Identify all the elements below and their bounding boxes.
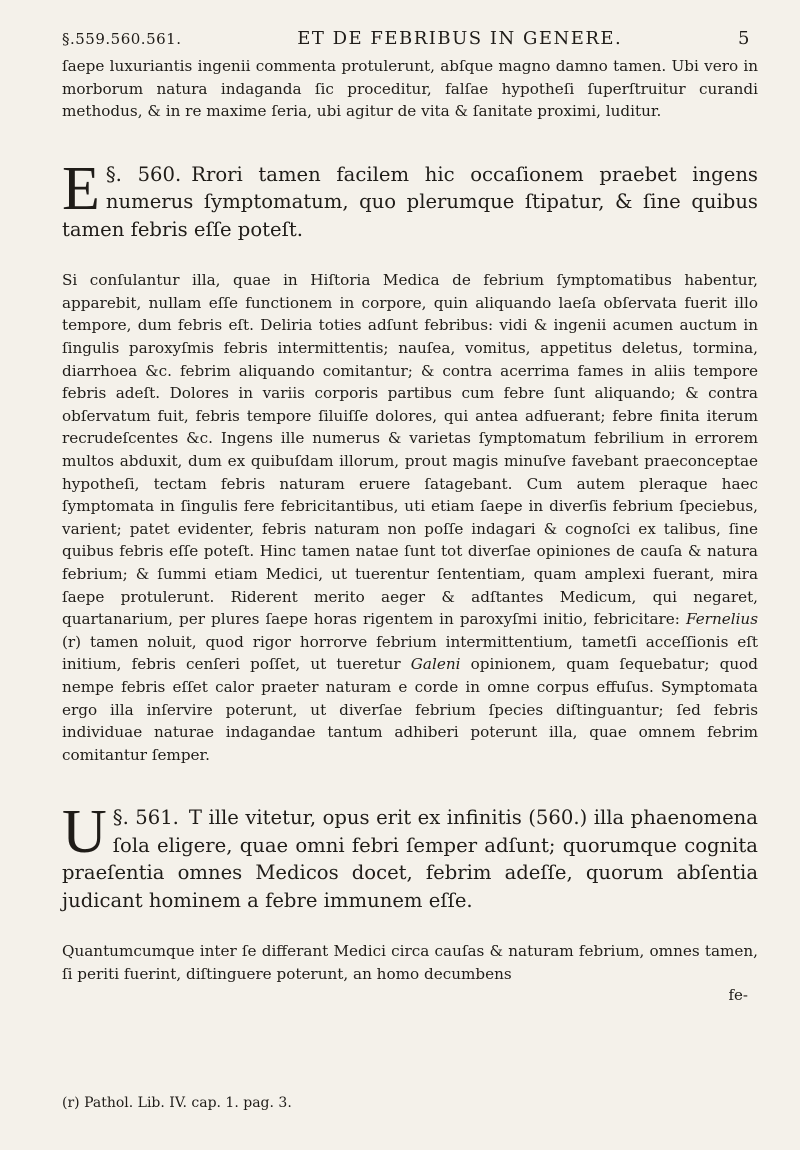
author-name: Fernelius xyxy=(685,610,758,629)
opening-paragraph: ſaepe luxuriantis ingenii commenta protulerunt, abſque magno damno tamen. Ubi vero in morborum natura indaganda ſic proceditur, falſae hypotheſi ſuperſtruitur curandi methodus, & in re maxime ſeria, ubi agitur de vita & ſanitate proximi, luditur. xyxy=(62,57,758,121)
spacer xyxy=(62,914,758,940)
commentary-text: Si conſulantur illa, quae in Hiſtoria Medica de febrium ſymptomatibus habentur, apparebit, nullam eſſe functionem in corpore, quin aliquando laeſa obſervata fuerit illo tempore, dum febris eſt. Deliria toties adſunt febribus: vidi & ingenii acumen auctum in ſingulis paroxyſmis febris intermittentis; nauſea, vomitus, appetitus deletus, tormina, diarrhoea &c. febrim aliquando comitantur; & contra acerrima fames in aliis tempore febris adeſt. Dolores in variis corporis partibus cum febre ſunt aliquando; & contra obſervatum fuit, febris tempore ſiluiſſe dolores, qui antea adfuerant; febre finita iterum recrudeſcentes &c. Ingens ille numerus & varietas ſymptomatum febrilium in errorem multos abduxit, dum ex quibuſdam illorum, prout magis minuſve favebant praeconceptae hypotheſi, tectam febris naturam eruere ſatagebant. Cum autem pleraque haec ſymptomata in ſingulis fere febricitantibus, uti etiam ſaepe in diverſis febrium ſpeciebus, varient; patet evidenter, febris naturam non poſſe indagari & cognoſci ex talibus, ſine quibus febris eſſe poteſt. Hinc tamen natae ſunt tot diverſae opiniones de cauſa & natura febrium; & ſummi etiam Medici, ut tuerentur ſententiam, quam amplexi fuerant, mira ſaepe protulerunt. Riderent merito aeger & adſtantes Medicum, qui negaret, quartanarium, per plures ſaepe horas rigentem in paroxyſmi initio, febricitare: xyxy=(62,271,758,629)
section-561-text: T ille vitetur, opus erit ex infinitis (560.) illa phaenomena ſola eligere, quae omni febri ſemper adſunt; quorumque cognita praeſentia omnes Medicos docet, febrim adeſſe, quorum abſentia judicant hominem a febre immunem eſſe. xyxy=(62,806,758,912)
catchword: fe- xyxy=(728,985,748,1004)
page-number: 5 xyxy=(738,28,750,49)
spacer xyxy=(62,123,758,143)
drop-cap-e: E xyxy=(62,154,100,223)
section-561-label: §. 561. xyxy=(112,806,179,830)
drop-cap-u: U xyxy=(62,798,107,867)
section-561-commentary xyxy=(62,940,758,985)
footnote: (r) Pathol. Lib. IV. cap. 1. pag. 3. xyxy=(62,1095,292,1111)
commentary-text: Quantumcumque inter ſe differant Medici circa cauſas & naturam febrium, omnes tamen, ſi periti fuerint, diſtinguere poterunt, an homo decumbens xyxy=(62,942,758,983)
running-title: ET DE FEBRIBUS IN GENERE. xyxy=(297,28,623,49)
commentary-text: tamen noluit, quod rigor horrorve febrium intermittentium, tametſi acceſſionis eſt initium, febris cenſeri poſſet, ut tueretur xyxy=(62,632,759,674)
spacer xyxy=(62,766,758,786)
author-name: Galeni xyxy=(410,655,461,674)
section-561-aphorism xyxy=(62,798,758,914)
footnote-ref: (r) xyxy=(62,632,82,651)
section-560-commentary xyxy=(62,269,758,766)
section-560-aphorism xyxy=(62,154,758,244)
commentary-text: opinionem, quam ſequebatur; quod nempe febris eſſet calor praeter naturam e corde in omne corpus effuſus. Symptomata ergo illa inſervire poterunt, ut diverſae febrium ſpecies diſtinguantur; ſed febris individuae naturae indagandae tantum adhiberi poterunt illa, quae omnem febrim comitantur ſemper. xyxy=(62,655,759,764)
spacer xyxy=(62,243,758,269)
section-560-label: §. 560. xyxy=(105,162,182,186)
running-head xyxy=(62,28,758,49)
section-numbers: §.559.560.561. xyxy=(62,30,182,48)
section-560-text: Rrori tamen facilem hic occaſionem praebet ingens numerus ſymptomatum, quo plerumque ſtipatur, & ſine quibus tamen febris eſſe poteſt. xyxy=(62,162,758,241)
